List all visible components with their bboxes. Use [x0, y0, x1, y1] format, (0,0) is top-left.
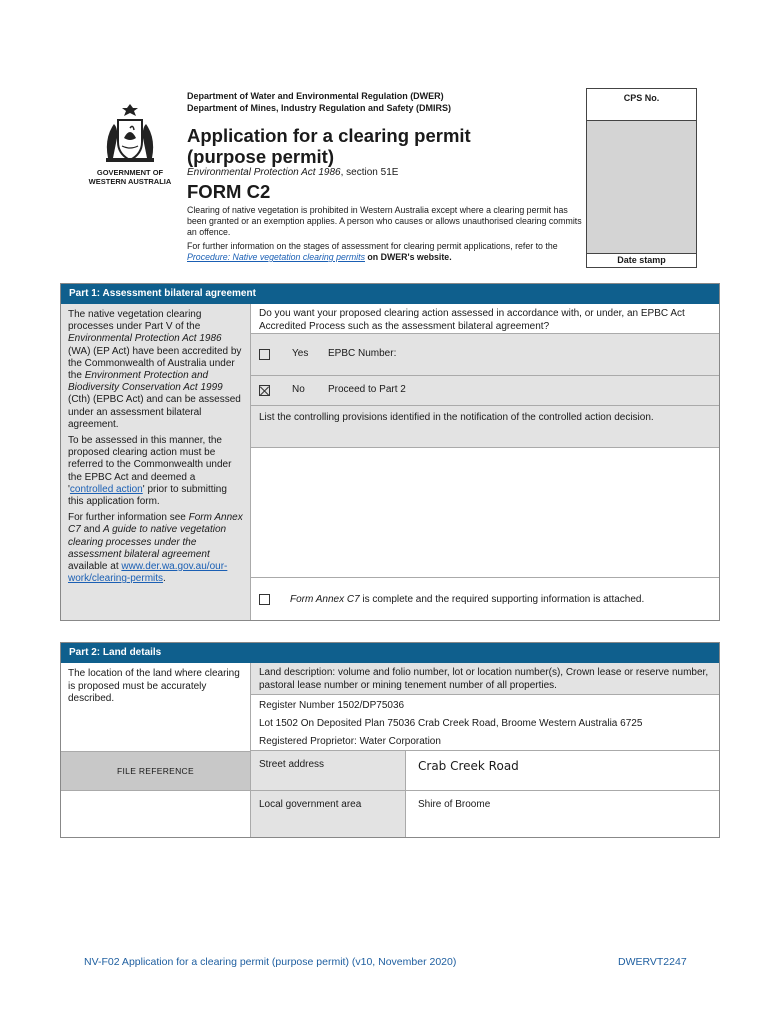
intro-paragraph-1: Clearing of native vegetation is prohibited in Western Australia except where a clearing permit has been granted or an exemption applies. A person who causes or allows unauthorised clearing commits an offence.	[187, 205, 582, 237]
title-line-1: Application for a clearing permit	[187, 125, 471, 146]
intro-p2-start: For further information on the stages of assessment for clearing permit applications, refer to the	[187, 241, 558, 251]
land-line-3: Registered Proprietor: Water Corporation	[259, 736, 441, 747]
coat-of-arms-icon	[100, 98, 160, 166]
act-section: , section 51E	[340, 167, 399, 178]
street-address-label: Street address	[251, 751, 406, 790]
epbc-question: Do you want your proposed clearing action assessed in accordance with, or under, an EPBC Act Accredited Process such as the assessment bilateral agreement?	[251, 304, 719, 334]
form-number: FORM C2	[187, 181, 271, 202]
proceed-label: Proceed to Part 2	[328, 384, 406, 396]
lga-row	[251, 791, 719, 837]
controlling-provisions-prompt: List the controlling provisions identified in the notification of the controlled action decision.	[251, 406, 719, 448]
land-description-prompt: Land description: volume and folio number, lot or location number(s), Crown lease or reserve number, pastoral lease number or mining tenement number of all properties.	[251, 663, 719, 695]
act-name: Environmental Protection Act 1986	[187, 167, 341, 178]
part-2-section	[60, 642, 720, 838]
dept-dmirs: Department of Mines, Industry Regulation and Safety (DMIRS)	[187, 103, 452, 113]
procedure-link[interactable]: Procedure: Native vegetation clearing permits	[187, 252, 365, 262]
cps-stamp-box	[586, 88, 697, 268]
intro-p2-end: on DWER's website.	[364, 252, 452, 262]
part-1-info-p2: To be assessed in this manner, the proposed clearing action must be referred to the Commonwealth under the EPBC Act and deemed a 'controlled action' prior to submitting this application form.	[68, 435, 232, 508]
date-stamp-label: Date stamp	[587, 253, 696, 267]
land-line-1: Register Number 1502/DP75036	[259, 700, 405, 711]
no-label: No	[292, 384, 305, 396]
part-1-info-p3: For further information see Form Annex C7 and A guide to native vegetation clearing processes under the assessment bilateral agreement available at www.der.wa.gov.au/our-work/clearing-permits.	[68, 512, 243, 585]
title-line-2: (purpose permit)	[187, 146, 334, 167]
part-2-heading: Part 2: Land details	[61, 643, 719, 663]
part-1-section	[60, 283, 720, 621]
file-reference-field[interactable]	[61, 791, 250, 837]
part-2-info: The location of the land where clearing is proposed must be accurately described.	[68, 668, 240, 704]
clearing-permits-link[interactable]: www.der.wa.gov.au/our-work/clearing-permits	[68, 561, 228, 585]
controlling-provisions-field[interactable]	[251, 448, 719, 578]
lga-label: Local government area	[251, 791, 406, 837]
no-checkbox[interactable]	[259, 385, 270, 396]
street-address-row	[251, 751, 719, 791]
file-reference-label: FILE REFERENCE	[61, 751, 250, 791]
part-1-info	[61, 304, 251, 620]
page-title	[187, 125, 471, 167]
land-line-2: Lot 1502 On Deposited Plan 75036 Crab Creek Road, Broome Western Australia 6725	[259, 718, 643, 729]
part-1-info-p1: The native vegetation clearing processes under Part V of the Environmental Protection Act 1986 (WA) (EP Act) have been accredited by the Commonwealth of Australia under the Environment Protection and Biodiversity Conservation Act 1999 (Cth) (EPBC Act) and can be assessed under an assessment bilateral agreement.	[68, 309, 242, 430]
yes-option-row	[251, 334, 719, 376]
intro-text	[187, 205, 582, 266]
lga-field[interactable]: Shire of Broome	[418, 799, 491, 810]
no-option-row	[251, 376, 719, 406]
gov-line-1: GOVERNMENT OF	[96, 168, 164, 177]
department-names	[187, 90, 451, 114]
yes-label: Yes	[292, 348, 309, 360]
footer-code: DWERVT2247	[618, 956, 687, 968]
street-address-field[interactable]: Crab Creek Road	[418, 759, 519, 773]
wa-government-crest	[80, 98, 180, 186]
dept-dwer: Department of Water and Environmental Regulation (DWER)	[187, 91, 444, 101]
controlled-action-link[interactable]: controlled action	[69, 483, 143, 495]
epbc-number-label: EPBC Number:	[328, 348, 397, 360]
yes-checkbox[interactable]	[259, 349, 270, 360]
annex-row	[251, 578, 719, 620]
annex-statement: Form Annex C7 is complete and the required supporting information is attached.	[290, 593, 645, 605]
land-description-field[interactable]	[251, 695, 719, 751]
cps-number-label: CPS No.	[587, 89, 696, 121]
part-1-heading: Part 1: Assessment bilateral agreement	[61, 284, 719, 304]
act-reference	[187, 167, 398, 178]
gov-line-2: WESTERN AUSTRALIA	[88, 177, 172, 186]
footer-document-id: NV-F02 Application for a clearing permit (purpose permit) (v10, November 2020)	[84, 956, 457, 968]
intro-paragraph-2	[187, 241, 582, 263]
annex-checkbox[interactable]	[259, 594, 270, 605]
